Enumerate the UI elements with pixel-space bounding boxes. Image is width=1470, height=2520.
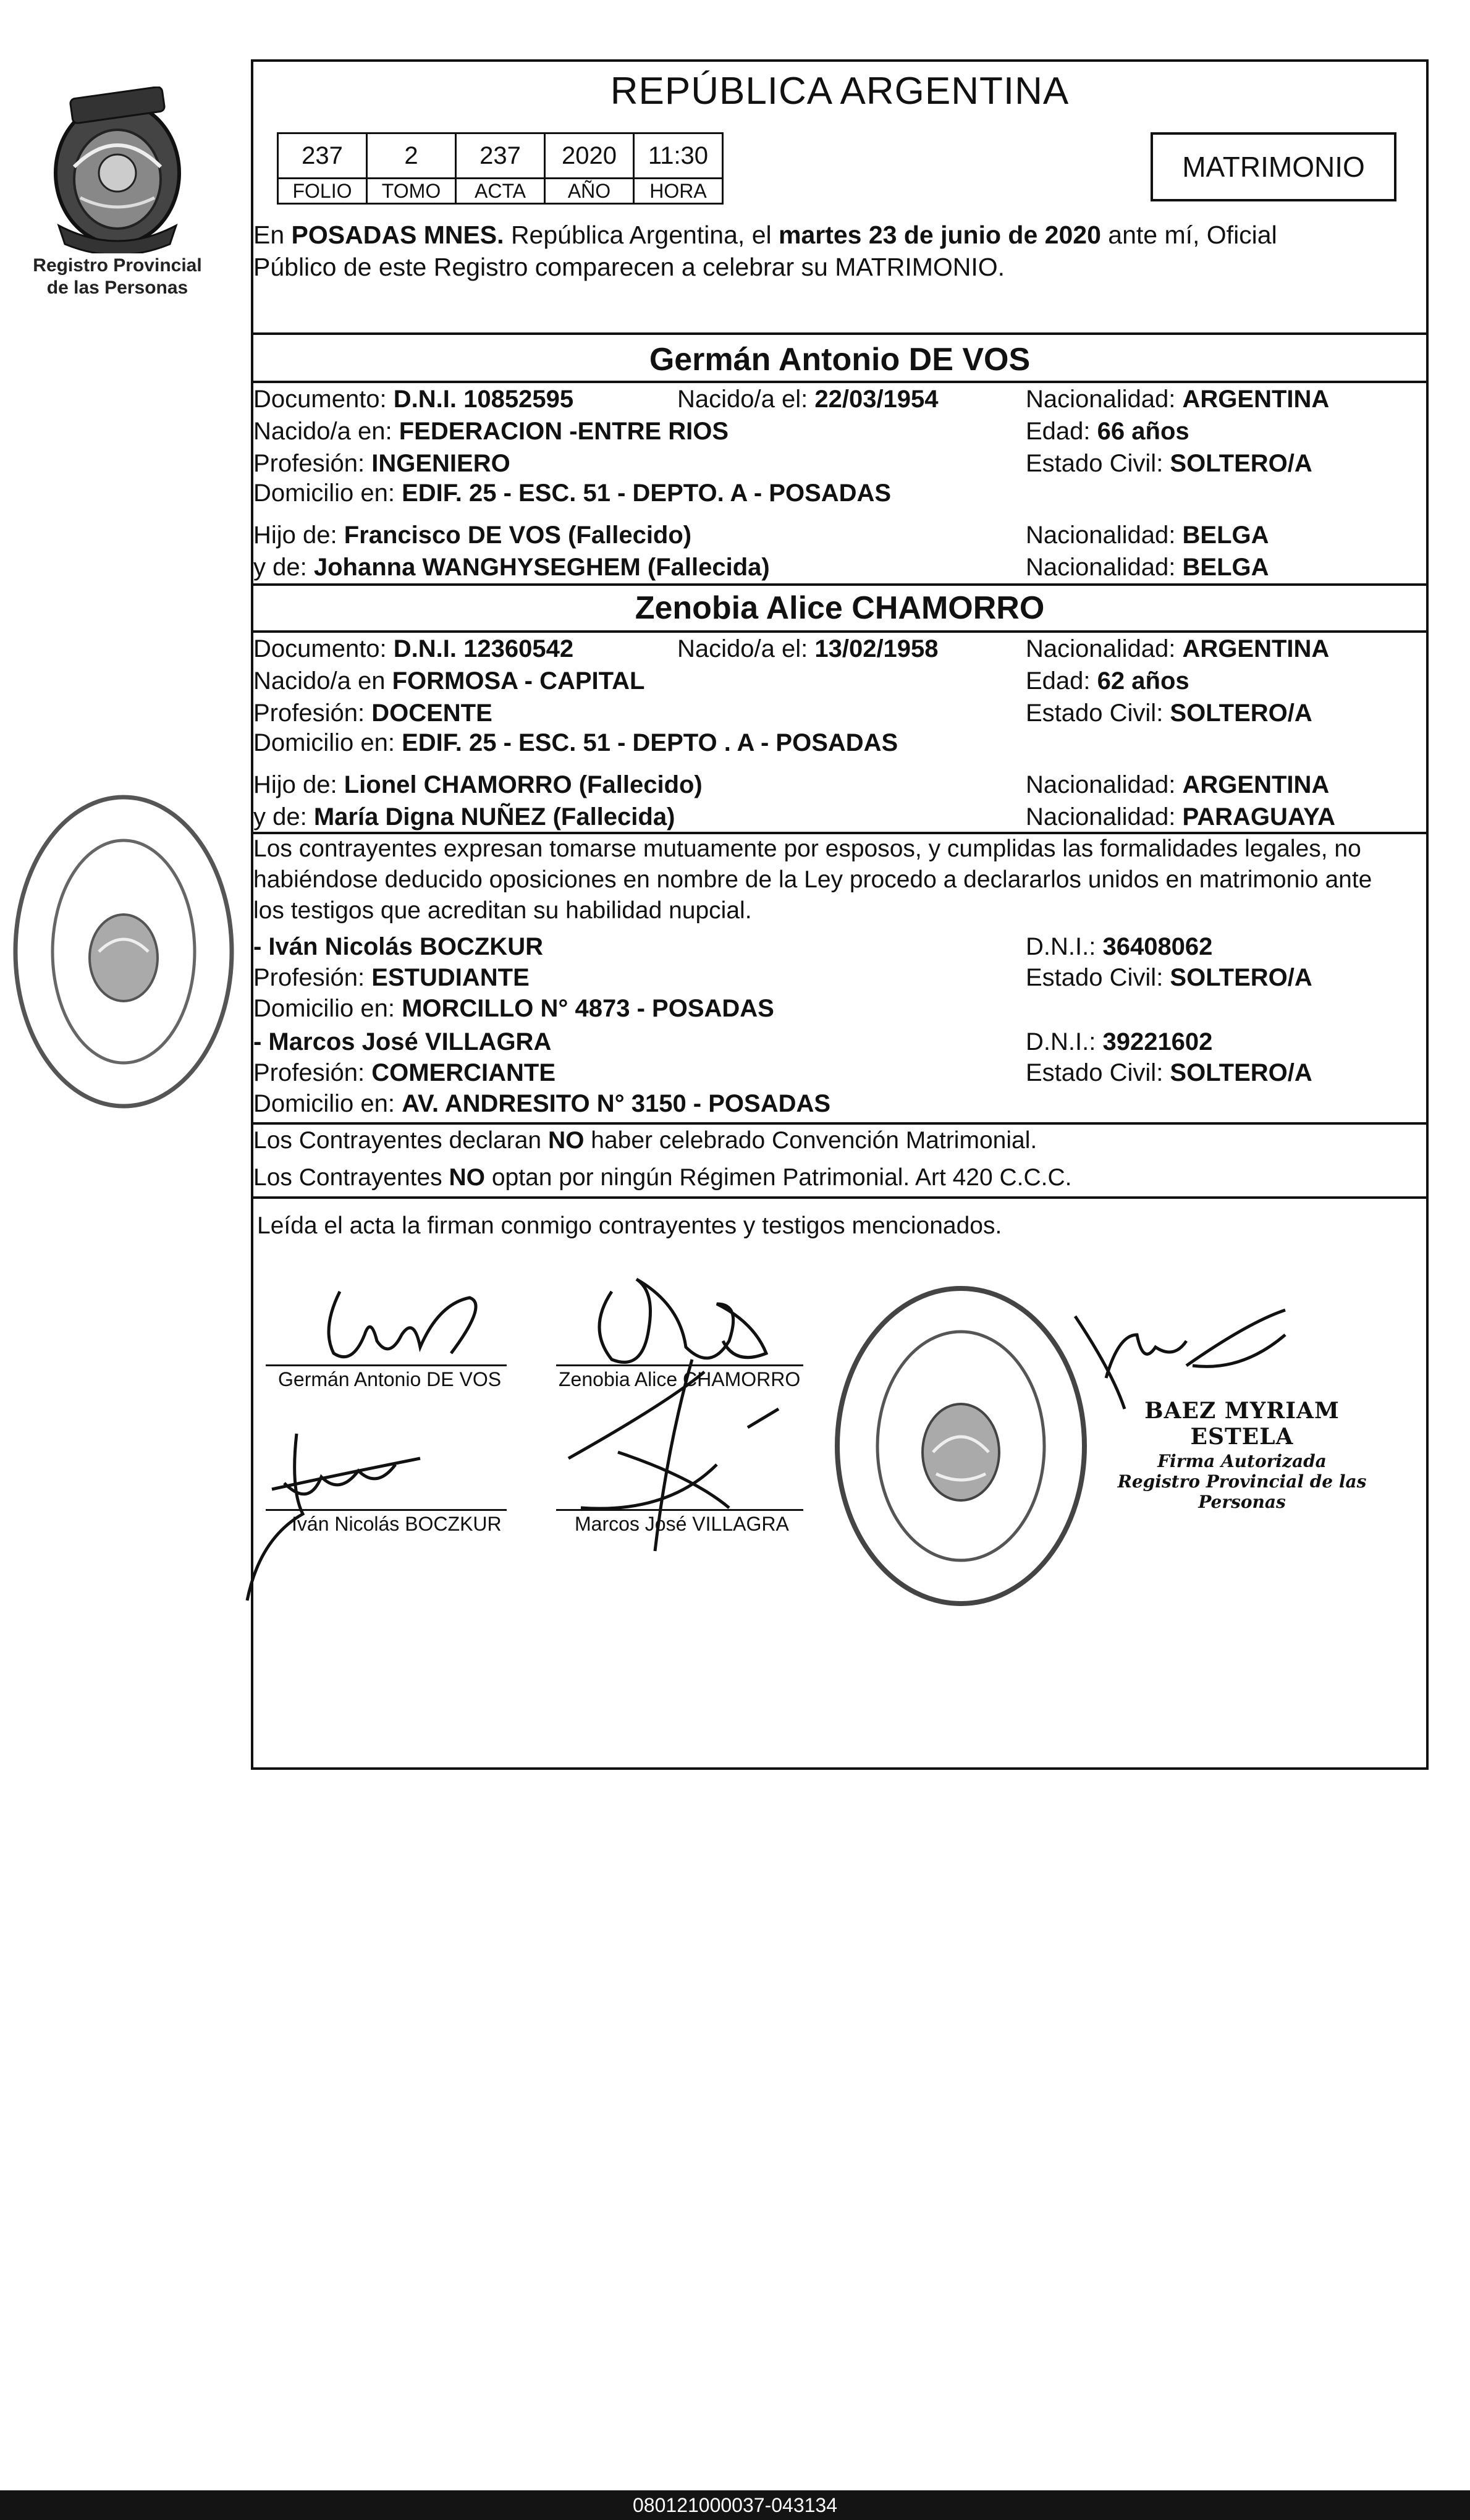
intro-line-1: En POSADAS MNES. República Argentina, el martes 23 de junio de 2020 ante mí, Oficial [253,221,1277,249]
bride-address: Domicilio en: EDIF. 25 - ESC. 51 - DEPTO . A - POSADAS [253,729,898,756]
bride-name: Zenobia Alice CHAMORRO [635,590,1045,626]
official-office: Registro Provincial de las Personas [1117,1471,1367,1512]
anio-label: AÑO [545,179,634,204]
witness1-profession: Profesión: ESTUDIANTE [253,964,530,991]
groom-signature-label: Germán Antonio DE VOS [278,1368,502,1390]
acta-value: 237 [456,133,545,179]
witness2-name: - Marcos José VILLAGRA [253,1028,552,1055]
witness2-civil-status: Estado Civil: SOLTERO/A [1026,1059,1312,1086]
groom-father: Hijo de: Francisco DE VOS (Fallecido) [253,522,692,549]
official-name: BAEZ MYRIAM ESTELA [1144,1398,1340,1450]
tomo-value: 2 [367,133,456,179]
signature-line [266,1364,507,1366]
divider [251,1196,1429,1199]
acta-label: ACTA [456,179,545,204]
witness1-civil-status: Estado Civil: SOLTERO/A [1026,964,1312,991]
bride-father-nationality: Nacionalidad: ARGENTINA [1026,771,1330,798]
groom-birthplace: Nacido/a en: FEDERACION -ENTRE RIOS [253,418,729,445]
logo-caption: Registro Provincial de las Personas [33,255,202,298]
signature-line [266,1509,507,1511]
registry-logo [37,87,198,253]
groom-age: Edad: 66 años [1026,418,1189,445]
page-title: REPÚBLICA ARGENTINA [610,70,1070,112]
witness1-dni: D.N.I.: 36408062 [1026,933,1213,960]
bride-age: Edad: 62 años [1026,667,1189,695]
groom-birthdate: Nacido/a el: 22/03/1954 [677,386,939,413]
bride-nationality: Nacionalidad: ARGENTINA [1026,635,1330,662]
bride-profession: Profesión: DOCENTE [253,700,492,727]
divider [251,332,1429,335]
groom-profession: Profesión: INGENIERO [253,450,510,477]
declaration-line-3: los testigos que acreditan su habilidad nupcial. [253,897,752,924]
witness2-address: Domicilio en: AV. ANDRESITO N° 3150 - POSADAS [253,1090,831,1117]
bride-signature-label: Zenobia Alice CHAMORRO [559,1368,801,1390]
bride-birthplace: Nacido/a en FORMOSA - CAPITAL [253,667,645,695]
folio-label: FOLIO [278,179,367,204]
hora-value: 11:30 [634,133,723,179]
signature-line [556,1509,803,1511]
declaration-line-2: habiéndose deducido oposiciones en nombre de la Ley procedo a declararlos unidos en matrimonio ante [253,866,1372,893]
regime-line-1: Los Contrayentes declaran NO haber celebrado Convención Matrimonial. [253,1127,1037,1154]
seal-stamp-icon [0,785,235,1118]
tomo-label: TOMO [367,179,456,204]
groom-signature [315,1279,501,1372]
anio-value: 2020 [545,133,634,179]
intro-line-2: Público de este Registro comparecen a celebrar su MATRIMONIO. [253,253,1005,281]
bride-mother: y de: María Digna NUÑEZ (Fallecida) [253,803,675,831]
official-seal-stamp [828,1279,1094,1613]
declaration-line-1: Los contrayentes expresan tomarse mutuamente por esposos, y cumplidas las formalidades legales, no [253,835,1361,862]
bride-father: Hijo de: Lionel CHAMORRO (Fallecido) [253,771,703,798]
divider [251,583,1429,586]
witness2-signature-label: Marcos José VILLAGRA [575,1513,789,1535]
groom-nationality: Nacionalidad: ARGENTINA [1026,386,1330,413]
groom-father-nationality: Nacionalidad: BELGA [1026,522,1269,549]
closing-statement: Leída el acta la firman conmigo contrayentes y testigos mencionados. [257,1212,1002,1239]
witness1-signature-label: Iván Nicolás BOCZKUR [292,1513,502,1535]
official-stamp [1094,1398,1390,1512]
groom-address: Domicilio en: EDIF. 25 - ESC. 51 - DEPTO. A - POSADAS [253,480,892,507]
bride-mother-nationality: Nacionalidad: PARAGUAYA [1026,803,1335,831]
witness2-dni: D.N.I.: 39221602 [1026,1028,1213,1055]
registry-data-table [277,132,724,205]
document-footer-barcode-id: 080121000037-043134 [0,2490,1470,2520]
groom-mother: y de: Johanna WANGHYSEGHEM (Fallecida) [253,554,770,581]
bride-document: Documento: D.N.I. 12360542 [253,635,574,662]
groom-name: Germán Antonio DE VOS [649,342,1031,378]
official-role: Firma Autorizada [1157,1451,1327,1471]
groom-document: Documento: D.N.I. 10852595 [253,386,574,413]
folio-value: 237 [278,133,367,179]
witness1-address: Domicilio en: MORCILLO N° 4873 - POSADAS [253,995,774,1022]
groom-civil-status: Estado Civil: SOLTERO/A [1026,450,1312,477]
groom-mother-nationality: Nacionalidad: BELGA [1026,554,1269,581]
regime-line-2: Los Contrayentes NO optan por ningún Régimen Patrimonial. Art 420 C.C.C. [253,1164,1072,1191]
margin-seal [0,785,235,1118]
witness2-profession: Profesión: COMERCIANTE [253,1059,555,1086]
hora-label: HORA [634,179,723,204]
province-shield-icon [37,87,198,253]
bride-birthdate: Nacido/a el: 13/02/1958 [677,635,939,662]
witness1-name: - Iván Nicolás BOCZKUR [253,933,543,960]
act-type-box: MATRIMONIO [1151,132,1396,201]
bride-civil-status: Estado Civil: SOLTERO/A [1026,700,1312,727]
